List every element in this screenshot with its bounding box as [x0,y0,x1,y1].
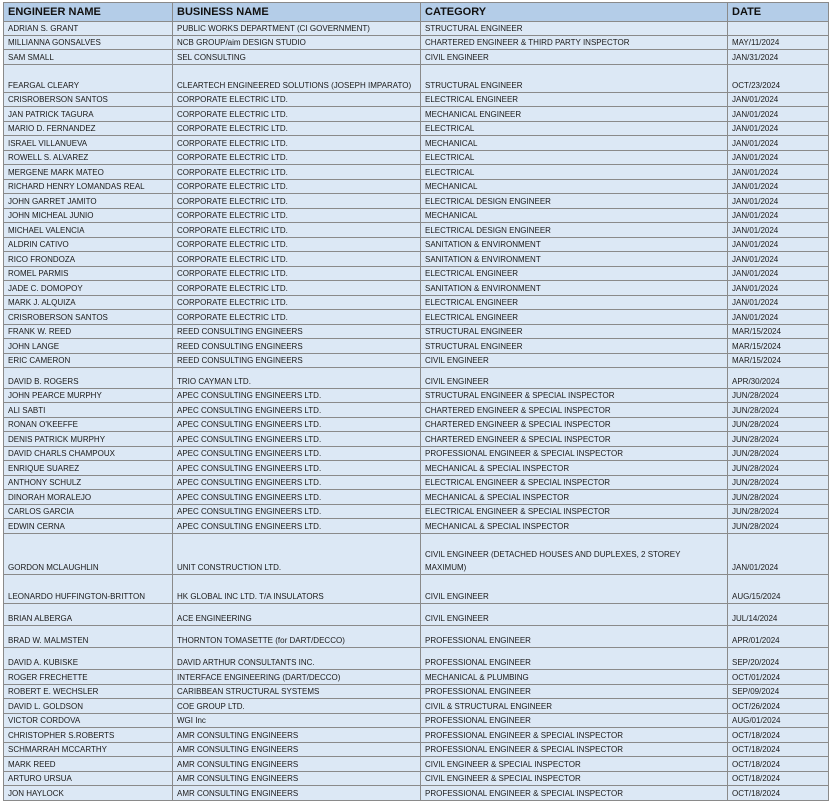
category-cell: PROFESSIONAL ENGINEER & SPECIAL INSPECTOR [421,728,728,743]
date-cell: JUN/28/2024 [728,432,829,447]
engineer-name-cell: DAVID A. KUBISKE [4,648,173,670]
business-name-cell: APEC CONSULTING ENGINEERS LTD. [173,490,421,505]
business-name-cell: APEC CONSULTING ENGINEERS LTD. [173,505,421,519]
date-cell: MAR/15/2024 [728,354,829,368]
category-cell: STRUCTURAL ENGINEER [421,325,728,339]
business-name-cell: HK GLOBAL INC LTD. T/A INSULATORS [173,575,421,604]
business-name-cell: AMR CONSULTING ENGINEERS [173,757,421,772]
date-cell: JAN/31/2024 [728,50,829,65]
date-cell: OCT/18/2024 [728,728,829,743]
business-name-cell: CORPORATE ELECTRIC LTD. [173,267,421,281]
business-name-cell: CORPORATE ELECTRIC LTD. [173,310,421,325]
business-name-cell: CORPORATE ELECTRIC LTD. [173,209,421,223]
engineer-name-cell: ADRIAN S. GRANT [4,22,173,36]
table-row [4,447,829,461]
engineer-name-cell: MERGENE MARK MATEO [4,165,173,180]
table-row [4,670,829,685]
table-row [4,418,829,432]
engineer-name-cell: DINORAH MORALEJO [4,490,173,505]
table-row [4,519,829,534]
table-row [4,626,829,648]
business-name-cell: CORPORATE ELECTRIC LTD. [173,93,421,107]
engineer-name-cell: ERIC CAMERON [4,354,173,368]
category-cell: STRUCTURAL ENGINEER [421,22,728,36]
table-row [4,325,829,339]
date-cell: JUN/28/2024 [728,461,829,476]
business-name-cell: DAVID ARTHUR CONSULTANTS INC. [173,648,421,670]
engineer-name-cell: RICO FRONDOZA [4,252,173,267]
category-cell: MECHANICAL & SPECIAL INSPECTOR [421,461,728,476]
engineer-name-cell: ROMEL PARMIS [4,267,173,281]
category-cell: ELECTRICAL ENGINEER [421,310,728,325]
engineer-name-cell: ROWELL S. ALVAREZ [4,151,173,165]
category-cell: SANITATION & ENVIRONMENT [421,252,728,267]
table-row [4,728,829,743]
date-cell: JAN/01/2024 [728,252,829,267]
date-cell: JUN/28/2024 [728,447,829,461]
date-cell: JUN/28/2024 [728,418,829,432]
engineer-name-cell: MICHAEL VALENCIA [4,223,173,238]
table-row [4,267,829,281]
category-cell: CIVIL ENGINEER & SPECIAL INSPECTOR [421,757,728,772]
table-row [4,786,829,801]
table-row [4,575,829,604]
engineer-name-cell: CRISROBERSON SANTOS [4,93,173,107]
date-cell: OCT/18/2024 [728,772,829,786]
date-cell: MAY/11/2024 [728,36,829,50]
engineer-name-cell: SCHMARRAH MCCARTHY [4,743,173,757]
category-cell: CIVIL ENGINEER [421,604,728,626]
business-name-cell: AMR CONSULTING ENGINEERS [173,743,421,757]
category-cell: PROFESSIONAL ENGINEER & SPECIAL INSPECTOR [421,743,728,757]
category-cell: MECHANICAL & PLUMBING [421,670,728,685]
date-cell: JAN/01/2024 [728,223,829,238]
engineer-name-cell: JOHN MICHEAL JUNIO [4,209,173,223]
date-cell: JUN/28/2024 [728,519,829,534]
table-row [4,648,829,670]
category-cell: CIVIL ENGINEER [421,50,728,65]
business-name-cell: APEC CONSULTING ENGINEERS LTD. [173,389,421,403]
column-header-date: DATE [728,3,829,22]
engineer-name-cell: JOHN PEARCE MURPHY [4,389,173,403]
table-row [4,296,829,310]
business-name-cell: CORPORATE ELECTRIC LTD. [173,223,421,238]
business-name-cell: REED CONSULTING ENGINEERS [173,354,421,368]
category-cell: ELECTRICAL ENGINEER [421,267,728,281]
date-cell: SEP/20/2024 [728,648,829,670]
engineer-name-cell: CARLOS GARCIA [4,505,173,519]
date-cell: JUN/28/2024 [728,490,829,505]
table-row [4,22,829,36]
date-cell: JAN/01/2024 [728,194,829,209]
business-name-cell: CORPORATE ELECTRIC LTD. [173,136,421,151]
table-row [4,389,829,403]
table-row [4,180,829,194]
business-name-cell: APEC CONSULTING ENGINEERS LTD. [173,461,421,476]
business-name-cell: COE GROUP LTD. [173,699,421,714]
business-name-cell: AMR CONSULTING ENGINEERS [173,786,421,801]
date-cell: JAN/01/2024 [728,180,829,194]
category-cell: MECHANICAL & SPECIAL INSPECTOR [421,490,728,505]
engineer-name-cell: ISRAEL VILLANUEVA [4,136,173,151]
business-name-cell: CORPORATE ELECTRIC LTD. [173,281,421,296]
business-name-cell: CORPORATE ELECTRIC LTD. [173,151,421,165]
business-name-cell: UNIT CONSTRUCTION LTD. [173,534,421,575]
engineer-name-cell: RICHARD HENRY LOMANDAS REAL [4,180,173,194]
category-cell: MECHANICAL [421,136,728,151]
table-row [4,223,829,238]
business-name-cell: REED CONSULTING ENGINEERS [173,325,421,339]
table-row [4,281,829,296]
business-name-cell: APEC CONSULTING ENGINEERS LTD. [173,476,421,490]
date-cell: MAR/15/2024 [728,339,829,354]
category-cell: PROFESSIONAL ENGINEER [421,648,728,670]
date-cell: JAN/01/2024 [728,93,829,107]
engineer-name-cell: ALI SABTI [4,403,173,418]
table-row [4,432,829,447]
category-cell: CIVIL ENGINEER & SPECIAL INSPECTOR [421,772,728,786]
category-cell: STRUCTURAL ENGINEER [421,65,728,93]
table-row [4,505,829,519]
engineer-name-cell: JOHN GARRET JAMITO [4,194,173,209]
category-cell: CHARTERED ENGINEER & SPECIAL INSPECTOR [421,403,728,418]
date-cell: APR/01/2024 [728,626,829,648]
date-cell: JAN/01/2024 [728,238,829,252]
table-row [4,65,829,93]
table-row [4,165,829,180]
engineer-name-cell: ANTHONY SCHULZ [4,476,173,490]
date-cell: JUN/28/2024 [728,476,829,490]
business-name-cell: APEC CONSULTING ENGINEERS LTD. [173,432,421,447]
engineer-name-cell: RONAN O'KEEFFE [4,418,173,432]
date-cell: MAR/15/2024 [728,325,829,339]
engineer-name-cell: JADE C. DOMOPOY [4,281,173,296]
header-row [4,3,829,22]
date-cell: JUN/28/2024 [728,389,829,403]
table-row [4,107,829,122]
category-cell: PROFESSIONAL ENGINEER [421,626,728,648]
date-cell: JAN/01/2024 [728,107,829,122]
category-cell: STRUCTURAL ENGINEER & SPECIAL INSPECTOR [421,389,728,403]
table-row [4,604,829,626]
business-name-cell: ACE ENGINEERING [173,604,421,626]
table-row [4,476,829,490]
engineer-name-cell: ARTURO URSUA [4,772,173,786]
engineer-name-cell: JOHN LANGE [4,339,173,354]
engineer-name-cell: ALDRIN CATIVO [4,238,173,252]
table-row [4,354,829,368]
table-row [4,490,829,505]
table-body [4,22,829,801]
category-cell: ELECTRICAL [421,165,728,180]
engineer-name-cell: CHRISTOPHER S.ROBERTS [4,728,173,743]
table-row [4,534,829,575]
date-cell: JAN/01/2024 [728,267,829,281]
business-name-cell: WGI Inc [173,714,421,728]
business-name-cell: REED CONSULTING ENGINEERS [173,339,421,354]
engineer-name-cell: BRIAN ALBERGA [4,604,173,626]
category-cell: ELECTRICAL ENGINEER [421,296,728,310]
table-row [4,136,829,151]
engineer-name-cell: MILLIANNA GONSALVES [4,36,173,50]
date-cell: JAN/01/2024 [728,151,829,165]
category-cell: CIVIL ENGINEER [421,575,728,604]
table-row [4,339,829,354]
table-row [4,36,829,50]
business-name-cell: CORPORATE ELECTRIC LTD. [173,122,421,136]
date-cell: AUG/15/2024 [728,575,829,604]
engineer-name-cell: JON HAYLOCK [4,786,173,801]
column-header-engineer-name: ENGINEER NAME [4,3,173,22]
business-name-cell: INTERFACE ENGINEERING (DART/DECCO) [173,670,421,685]
engineer-name-cell: MARK REED [4,757,173,772]
engineer-name-cell: CRISROBERSON SANTOS [4,310,173,325]
date-cell: OCT/18/2024 [728,757,829,772]
business-name-cell: AMR CONSULTING ENGINEERS [173,772,421,786]
date-cell: JAN/01/2024 [728,122,829,136]
table-row [4,757,829,772]
engineer-name-cell: SAM SMALL [4,50,173,65]
table-row [4,50,829,65]
table-row [4,194,829,209]
engineer-name-cell: BRAD W. MALMSTEN [4,626,173,648]
table-row [4,685,829,699]
table-row [4,743,829,757]
engineer-name-cell: VICTOR CORDOVA [4,714,173,728]
date-cell: OCT/23/2024 [728,65,829,93]
category-cell: PROFESSIONAL ENGINEER [421,685,728,699]
category-cell: ELECTRICAL [421,151,728,165]
date-cell: JAN/01/2024 [728,209,829,223]
date-cell: SEP/09/2024 [728,685,829,699]
category-cell: MECHANICAL [421,209,728,223]
category-cell: CIVIL ENGINEER [421,368,728,389]
column-header-category: CATEGORY [421,3,728,22]
date-cell: JAN/01/2024 [728,296,829,310]
business-name-cell: CORPORATE ELECTRIC LTD. [173,165,421,180]
business-name-cell: CORPORATE ELECTRIC LTD. [173,252,421,267]
date-cell: JAN/01/2024 [728,165,829,180]
business-name-cell: CLEARTECH ENGINEERED SOLUTIONS (JOSEPH IMPARATO) [173,65,421,93]
engineer-name-cell: MARK J. ALQUIZA [4,296,173,310]
date-cell: JAN/01/2024 [728,310,829,325]
table-row [4,368,829,389]
date-cell: JAN/01/2024 [728,534,829,575]
category-cell: CIVIL & STRUCTURAL ENGINEER [421,699,728,714]
date-cell [728,22,829,36]
category-cell: CHARTERED ENGINEER & SPECIAL INSPECTOR [421,418,728,432]
table-row [4,122,829,136]
engineer-name-cell: DAVID CHARLS CHAMPOUX [4,447,173,461]
column-header-business-name: BUSINESS NAME [173,3,421,22]
engineer-name-cell: ENRIQUE SUAREZ [4,461,173,476]
category-cell: ELECTRICAL ENGINEER & SPECIAL INSPECTOR [421,476,728,490]
engineer-name-cell: ROGER FRECHETTE [4,670,173,685]
category-cell: PROFESSIONAL ENGINEER & SPECIAL INSPECTOR [421,786,728,801]
table-row [4,252,829,267]
category-cell: CHARTERED ENGINEER & THIRD PARTY INSPECTOR [421,36,728,50]
engineer-name-cell: JAN PATRICK TAGURA [4,107,173,122]
engineer-name-cell: EDWIN CERNA [4,519,173,534]
business-name-cell: THORNTON TOMASETTE (for DART/DECCO) [173,626,421,648]
category-cell: CHARTERED ENGINEER & SPECIAL INSPECTOR [421,432,728,447]
business-name-cell: APEC CONSULTING ENGINEERS LTD. [173,403,421,418]
business-name-cell: APEC CONSULTING ENGINEERS LTD. [173,418,421,432]
category-cell: ELECTRICAL DESIGN ENGINEER [421,194,728,209]
table-row [4,461,829,476]
category-cell: ELECTRICAL ENGINEER [421,93,728,107]
engineers-table [3,2,829,801]
date-cell: JUL/14/2024 [728,604,829,626]
engineer-name-cell: DAVID B. ROGERS [4,368,173,389]
table-row [4,772,829,786]
date-cell: OCT/26/2024 [728,699,829,714]
category-cell: ELECTRICAL ENGINEER & SPECIAL INSPECTOR [421,505,728,519]
category-cell: ELECTRICAL DESIGN ENGINEER [421,223,728,238]
table-row [4,93,829,107]
business-name-cell: APEC CONSULTING ENGINEERS LTD. [173,519,421,534]
table-row [4,238,829,252]
date-cell: JAN/01/2024 [728,136,829,151]
category-cell: PROFESSIONAL ENGINEER [421,714,728,728]
business-name-cell: CORPORATE ELECTRIC LTD. [173,107,421,122]
table-row [4,209,829,223]
category-cell: MECHANICAL ENGINEER [421,107,728,122]
business-name-cell: CORPORATE ELECTRIC LTD. [173,180,421,194]
date-cell: OCT/18/2024 [728,786,829,801]
category-cell: CIVIL ENGINEER (DETACHED HOUSES AND DUPLEXES, 2 STOREY MAXIMUM) [421,534,728,575]
category-cell: STRUCTURAL ENGINEER [421,339,728,354]
engineer-name-cell: ROBERT E. WECHSLER [4,685,173,699]
business-name-cell: AMR CONSULTING ENGINEERS [173,728,421,743]
engineer-name-cell: GORDON MCLAUGHLIN [4,534,173,575]
engineer-name-cell: FEARGAL CLEARY [4,65,173,93]
category-cell: SANITATION & ENVIRONMENT [421,238,728,252]
business-name-cell: NCB GROUP/aim DESIGN STUDIO [173,36,421,50]
date-cell: JUN/28/2024 [728,403,829,418]
engineer-name-cell: LEONARDO HUFFINGTON-BRITTON [4,575,173,604]
date-cell: JAN/01/2024 [728,281,829,296]
table-row [4,699,829,714]
business-name-cell: APEC CONSULTING ENGINEERS LTD. [173,447,421,461]
category-cell: PROFESSIONAL ENGINEER & SPECIAL INSPECTOR [421,447,728,461]
engineer-name-cell: DAVID L. GOLDSON [4,699,173,714]
category-cell: CIVIL ENGINEER [421,354,728,368]
table-row [4,310,829,325]
engineer-name-cell: DENIS PATRICK MURPHY [4,432,173,447]
table-row [4,714,829,728]
business-name-cell: CORPORATE ELECTRIC LTD. [173,194,421,209]
date-cell: APR/30/2024 [728,368,829,389]
business-name-cell: CARIBBEAN STRUCTURAL SYSTEMS [173,685,421,699]
business-name-cell: CORPORATE ELECTRIC LTD. [173,296,421,310]
category-cell: MECHANICAL [421,180,728,194]
business-name-cell: SEL CONSULTING [173,50,421,65]
date-cell: JUN/28/2024 [728,505,829,519]
engineer-name-cell: MARIO D. FERNANDEZ [4,122,173,136]
category-cell: SANITATION & ENVIRONMENT [421,281,728,296]
category-cell: MECHANICAL & SPECIAL INSPECTOR [421,519,728,534]
business-name-cell: PUBLIC WORKS DEPARTMENT (CI GOVERNMENT) [173,22,421,36]
category-cell: ELECTRICAL [421,122,728,136]
date-cell: OCT/01/2024 [728,670,829,685]
table-row [4,151,829,165]
date-cell: AUG/01/2024 [728,714,829,728]
engineer-name-cell: FRANK W. REED [4,325,173,339]
business-name-cell: CORPORATE ELECTRIC LTD. [173,238,421,252]
date-cell: OCT/18/2024 [728,743,829,757]
table-row [4,403,829,418]
business-name-cell: TRIO CAYMAN LTD. [173,368,421,389]
